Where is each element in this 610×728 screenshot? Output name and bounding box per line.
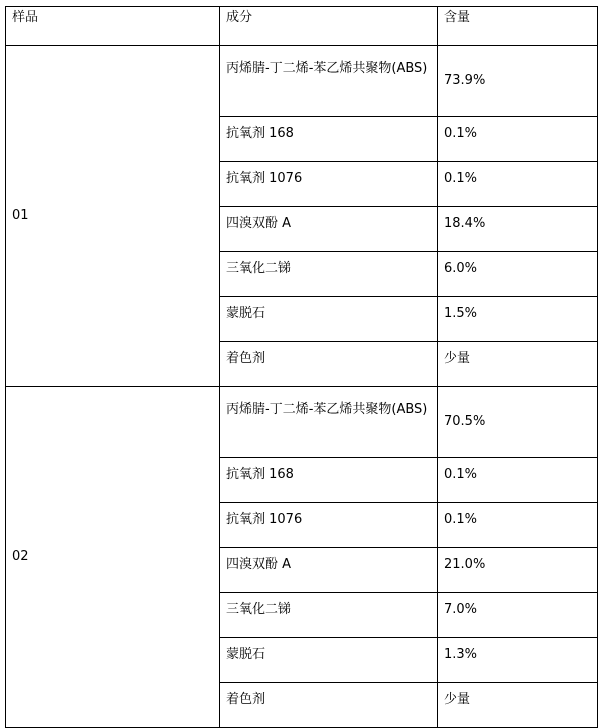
amount-cell: 0.1%	[438, 458, 598, 503]
header-row	[6, 7, 598, 46]
amount-cell: 6.0%	[438, 252, 598, 297]
header-component: 成分	[220, 7, 438, 46]
sample-id-cell: 02	[6, 387, 220, 728]
component-cell: 蒙脱石	[220, 638, 438, 683]
amount-cell: 0.1%	[438, 162, 598, 207]
sample-id-cell: 01	[6, 46, 220, 387]
amount-cell: 7.0%	[438, 593, 598, 638]
component-cell: 蒙脱石	[220, 297, 438, 342]
component-cell: 三氧化二锑	[220, 252, 438, 297]
amount-cell: 73.9%	[438, 46, 598, 117]
amount-cell: 1.5%	[438, 297, 598, 342]
component-cell: 抗氧剂 168	[220, 117, 438, 162]
amount-cell: 0.1%	[438, 503, 598, 548]
composition-table	[5, 6, 598, 728]
header-amount: 含量	[438, 7, 598, 46]
component-cell: 四溴双酚 A	[220, 207, 438, 252]
component-cell: 丙烯腈-丁二烯-苯乙烯共聚物(ABS)	[220, 387, 438, 458]
amount-cell: 1.3%	[438, 638, 598, 683]
component-cell: 四溴双酚 A	[220, 548, 438, 593]
header-sample: 样品	[6, 7, 220, 46]
amount-cell: 少量	[438, 342, 598, 387]
component-cell: 着色剂	[220, 683, 438, 728]
component-cell: 抗氧剂 168	[220, 458, 438, 503]
component-cell: 抗氧剂 1076	[220, 162, 438, 207]
amount-cell: 少量	[438, 683, 598, 728]
amount-cell: 70.5%	[438, 387, 598, 458]
component-cell: 抗氧剂 1076	[220, 503, 438, 548]
table-row	[6, 46, 598, 117]
amount-cell: 0.1%	[438, 117, 598, 162]
component-cell: 三氧化二锑	[220, 593, 438, 638]
table-row	[6, 387, 598, 458]
amount-cell: 18.4%	[438, 207, 598, 252]
component-cell: 丙烯腈-丁二烯-苯乙烯共聚物(ABS)	[220, 46, 438, 117]
component-cell: 着色剂	[220, 342, 438, 387]
amount-cell: 21.0%	[438, 548, 598, 593]
